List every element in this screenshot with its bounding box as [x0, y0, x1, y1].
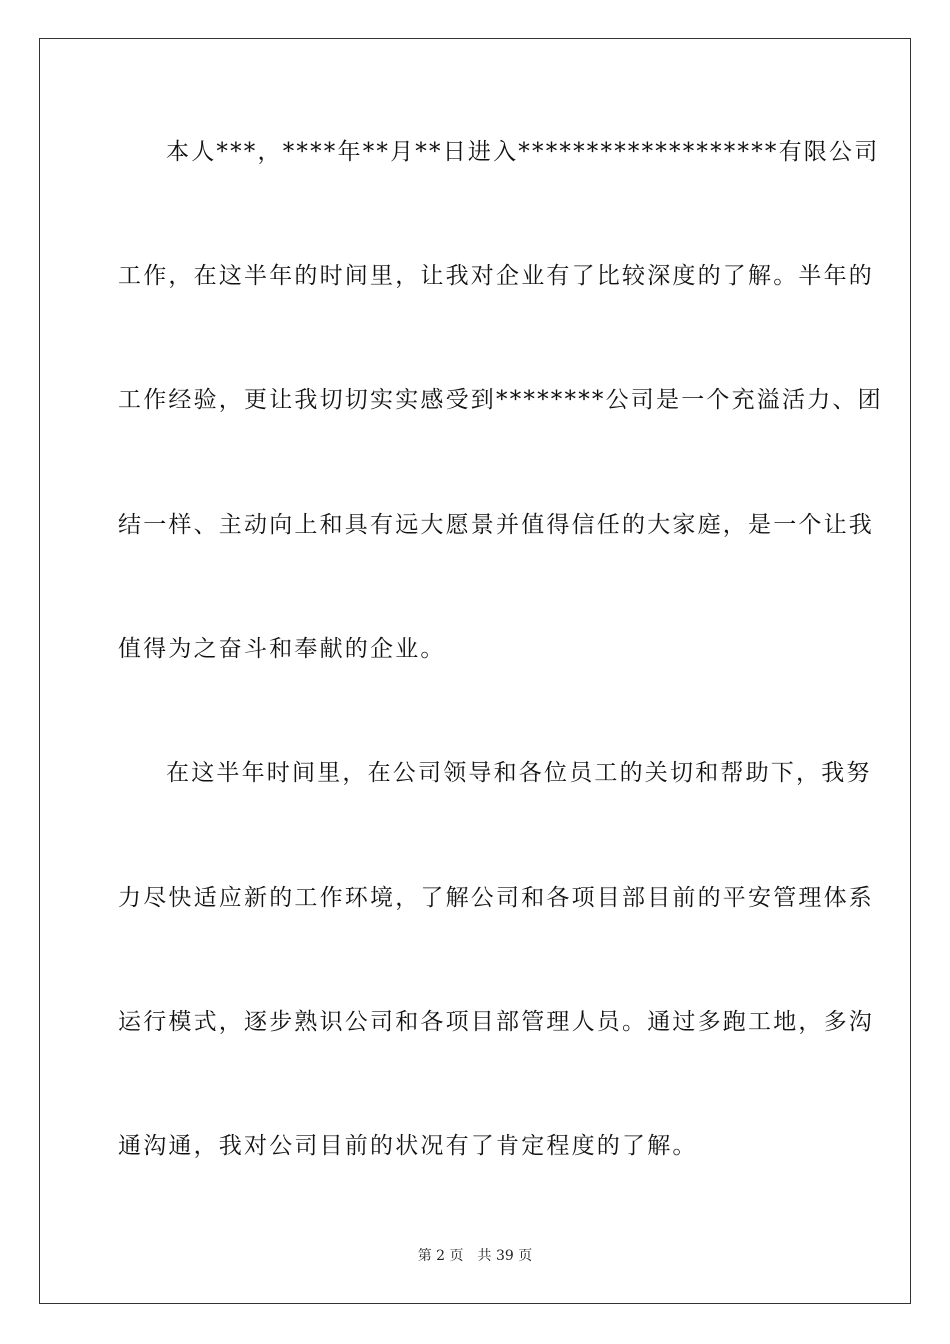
- paragraph-2-line-2: 力尽快适应新的工作环境，了解公司和各项目部目前的平安管理体系: [118, 885, 874, 911]
- page-border: [39, 38, 911, 1304]
- paragraph-1-line-4: 结一样、主动向上和具有远大愿景并值得信任的大家庭，是一个让我: [118, 512, 874, 538]
- paragraph-2-line-3: 运行模式，逐步熟识公司和各项目部管理人员。通过多跑工地，多沟: [118, 1009, 874, 1035]
- paragraph-1-line-5: 值得为之奋斗和奉献的企业。: [118, 636, 446, 662]
- paragraph-1-line-1: 本人***，****年**月**日进入*******************有限公司: [166, 139, 880, 165]
- paragraph-1-line-3: 工作经验，更让我切切实实感受到********公司是一个充溢活力、团: [118, 387, 883, 413]
- page-number-footer: 第 2 页 共 39 页: [417, 1248, 533, 1264]
- paragraph-2-line-4: 通沟通，我对公司目前的状况有了肯定程度的了解。: [118, 1133, 698, 1159]
- paragraph-1-line-2: 工作，在这半年的时间里，让我对企业有了比较深度的了解。半年的: [118, 263, 874, 289]
- paragraph-2-line-1: 在这半年时间里，在公司领导和各位员工的关切和帮助下，我努: [166, 760, 872, 786]
